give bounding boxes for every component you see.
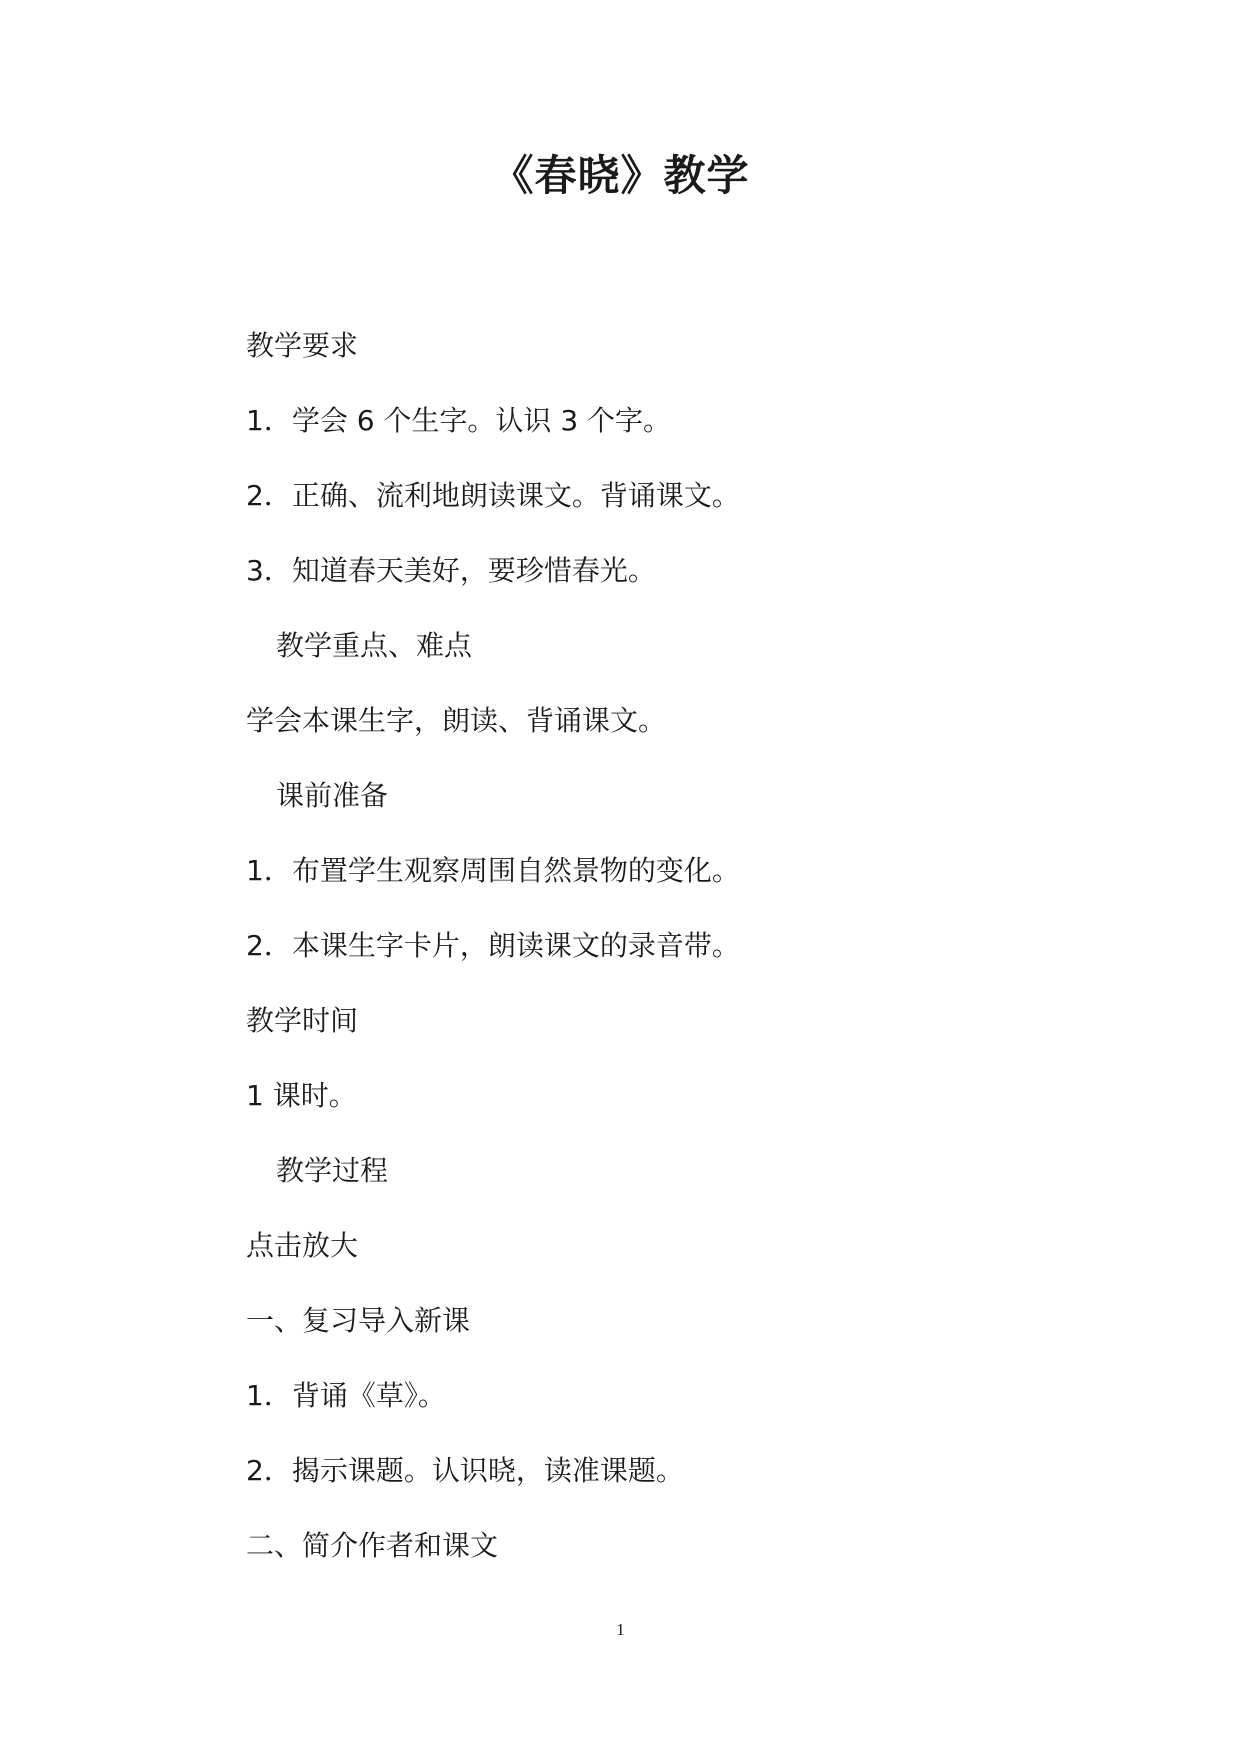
heading-teaching-process: 教学过程 (276, 1154, 389, 1187)
page-number: 1 (616, 1620, 625, 1639)
review-item-1: 1．背诵《草》。 (246, 1379, 446, 1412)
document-body (246, 326, 1006, 1601)
document-title: 《春晓》教学 (491, 151, 750, 200)
preparation-item-2: 2．本课生字卡片，朗读课文的录音带。 (246, 929, 740, 962)
requirement-item-2: 2．正确、流利地朗读课文。背诵课文。 (246, 479, 740, 512)
requirement-item-1: 1．学会 6 个生字。认识 3 个字。 (246, 404, 672, 437)
key-points-text: 学会本课生字，朗读、背诵课文。 (246, 704, 667, 737)
heading-teaching-requirements: 教学要求 (246, 329, 359, 362)
section-review-intro: 一、复习导入新课 (246, 1304, 471, 1337)
review-item-2: 2．揭示课题。认识晓，读准课题。 (246, 1454, 684, 1487)
section-author-intro: 二、简介作者和课文 (246, 1529, 499, 1562)
heading-teaching-time: 教学时间 (246, 1004, 359, 1037)
requirement-item-3: 3．知道春天美好，要珍惜春光。 (246, 554, 656, 587)
click-to-enlarge-text: 点击放大 (246, 1229, 359, 1262)
teaching-time-text: 1 课时。 (246, 1079, 357, 1112)
heading-preparation: 课前准备 (276, 779, 389, 812)
heading-key-points: 教学重点、难点 (276, 629, 473, 662)
preparation-item-1: 1．布置学生观察周围自然景物的变化。 (246, 854, 740, 887)
